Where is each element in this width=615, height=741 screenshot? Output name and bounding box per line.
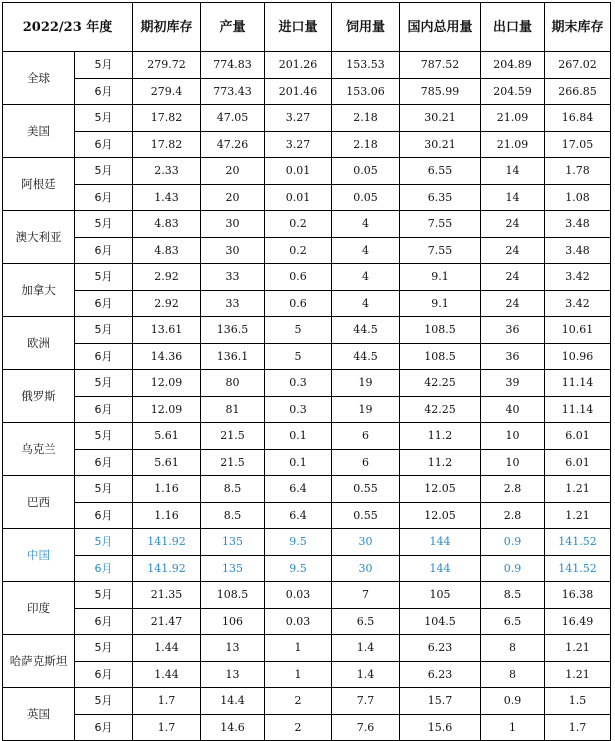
- data-table: [2, 2, 611, 741]
- value-cell-exports: 36: [481, 343, 545, 370]
- header-imports: 进口量: [265, 3, 332, 52]
- country-cell: 美国: [3, 105, 75, 158]
- country-cell: 阿根廷: [3, 158, 75, 211]
- value-cell-exports: 8: [481, 661, 545, 688]
- value-cell-feed-use: 19: [332, 396, 400, 423]
- month-cell: 5月: [75, 264, 133, 291]
- table-row: [3, 714, 611, 741]
- value-cell-exports: 24: [481, 264, 545, 291]
- header-production: 产量: [201, 3, 265, 52]
- table-row: [3, 211, 611, 238]
- value-cell-ending-stock: 1.21: [545, 635, 611, 662]
- value-cell-imports: 0.2: [265, 237, 332, 264]
- value-cell-ending-stock: 1.78: [545, 158, 611, 185]
- value-cell-domestic-use: 787.52: [400, 52, 481, 79]
- header-row: [3, 3, 611, 52]
- value-cell-exports: 21.09: [481, 105, 545, 132]
- value-cell-production: 81: [201, 396, 265, 423]
- value-cell-imports: 3.27: [265, 105, 332, 132]
- value-cell-opening-stock: 21.47: [133, 608, 201, 635]
- value-cell-imports: 201.26: [265, 52, 332, 79]
- value-cell-production: 773.43: [201, 78, 265, 105]
- value-cell-imports: 0.1: [265, 423, 332, 450]
- table-row: [3, 688, 611, 715]
- country-cell: 欧洲: [3, 317, 75, 370]
- value-cell-feed-use: 1.4: [332, 661, 400, 688]
- header-opening-stock: 期初库存: [133, 3, 201, 52]
- value-cell-ending-stock: 16.49: [545, 608, 611, 635]
- value-cell-domestic-use: 144: [400, 555, 481, 582]
- value-cell-feed-use: 0.05: [332, 158, 400, 185]
- value-cell-production: 14.6: [201, 714, 265, 741]
- table-row: [3, 582, 611, 609]
- country-cell: 中国: [3, 529, 75, 582]
- month-cell: 5月: [75, 105, 133, 132]
- header-feed-use: 饲用量: [332, 3, 400, 52]
- value-cell-opening-stock: 279.72: [133, 52, 201, 79]
- value-cell-exports: 24: [481, 290, 545, 317]
- value-cell-domestic-use: 11.2: [400, 449, 481, 476]
- month-cell: 5月: [75, 582, 133, 609]
- value-cell-ending-stock: 3.48: [545, 211, 611, 238]
- value-cell-opening-stock: 17.82: [133, 105, 201, 132]
- value-cell-feed-use: 2.18: [332, 131, 400, 158]
- value-cell-ending-stock: 1.21: [545, 502, 611, 529]
- value-cell-exports: 8.5: [481, 582, 545, 609]
- month-cell: 6月: [75, 555, 133, 582]
- value-cell-domestic-use: 108.5: [400, 343, 481, 370]
- value-cell-domestic-use: 12.05: [400, 476, 481, 503]
- table-row: [3, 635, 611, 662]
- value-cell-domestic-use: 7.55: [400, 211, 481, 238]
- value-cell-feed-use: 7: [332, 582, 400, 609]
- value-cell-domestic-use: 6.23: [400, 661, 481, 688]
- value-cell-domestic-use: 42.25: [400, 396, 481, 423]
- value-cell-imports: 9.5: [265, 529, 332, 556]
- month-cell: 5月: [75, 211, 133, 238]
- value-cell-exports: 204.89: [481, 52, 545, 79]
- value-cell-exports: 24: [481, 211, 545, 238]
- value-cell-feed-use: 44.5: [332, 317, 400, 344]
- value-cell-imports: 0.1: [265, 449, 332, 476]
- value-cell-production: 106: [201, 608, 265, 635]
- table-row: [3, 370, 611, 397]
- value-cell-feed-use: 4: [332, 211, 400, 238]
- value-cell-opening-stock: 279.4: [133, 78, 201, 105]
- value-cell-exports: 21.09: [481, 131, 545, 158]
- value-cell-opening-stock: 141.92: [133, 529, 201, 556]
- value-cell-production: 13: [201, 661, 265, 688]
- value-cell-feed-use: 6: [332, 449, 400, 476]
- value-cell-production: 47.05: [201, 105, 265, 132]
- value-cell-opening-stock: 1.43: [133, 184, 201, 211]
- value-cell-domestic-use: 15.7: [400, 688, 481, 715]
- value-cell-exports: 39: [481, 370, 545, 397]
- value-cell-domestic-use: 6.55: [400, 158, 481, 185]
- value-cell-exports: 0.9: [481, 555, 545, 582]
- value-cell-production: 21.5: [201, 449, 265, 476]
- value-cell-opening-stock: 1.44: [133, 635, 201, 662]
- month-cell: 6月: [75, 237, 133, 264]
- country-cell: 加拿大: [3, 264, 75, 317]
- value-cell-feed-use: 153.53: [332, 52, 400, 79]
- value-cell-feed-use: 30: [332, 555, 400, 582]
- value-cell-imports: 9.5: [265, 555, 332, 582]
- country-cell: 英国: [3, 688, 75, 741]
- month-cell: 6月: [75, 714, 133, 741]
- value-cell-production: 774.83: [201, 52, 265, 79]
- value-cell-feed-use: 6: [332, 423, 400, 450]
- month-cell: 5月: [75, 688, 133, 715]
- value-cell-domestic-use: 42.25: [400, 370, 481, 397]
- value-cell-imports: 1: [265, 635, 332, 662]
- value-cell-domestic-use: 15.6: [400, 714, 481, 741]
- value-cell-imports: 0.03: [265, 608, 332, 635]
- value-cell-ending-stock: 1.7: [545, 714, 611, 741]
- value-cell-opening-stock: 1.16: [133, 476, 201, 503]
- value-cell-opening-stock: 4.83: [133, 211, 201, 238]
- value-cell-imports: 0.2: [265, 211, 332, 238]
- value-cell-feed-use: 4: [332, 237, 400, 264]
- value-cell-imports: 2: [265, 714, 332, 741]
- value-cell-production: 33: [201, 264, 265, 291]
- value-cell-opening-stock: 1.44: [133, 661, 201, 688]
- value-cell-ending-stock: 3.42: [545, 264, 611, 291]
- value-cell-production: 30: [201, 211, 265, 238]
- value-cell-production: 8.5: [201, 502, 265, 529]
- value-cell-exports: 24: [481, 237, 545, 264]
- value-cell-exports: 10: [481, 449, 545, 476]
- value-cell-feed-use: 0.55: [332, 502, 400, 529]
- value-cell-ending-stock: 1.21: [545, 476, 611, 503]
- value-cell-ending-stock: 11.14: [545, 370, 611, 397]
- table-row: [3, 52, 611, 79]
- value-cell-domestic-use: 30.21: [400, 131, 481, 158]
- value-cell-production: 13: [201, 635, 265, 662]
- table-row: [3, 290, 611, 317]
- value-cell-exports: 0.9: [481, 529, 545, 556]
- value-cell-imports: 1: [265, 661, 332, 688]
- value-cell-imports: 201.46: [265, 78, 332, 105]
- value-cell-opening-stock: 5.61: [133, 423, 201, 450]
- value-cell-exports: 40: [481, 396, 545, 423]
- value-cell-exports: 1: [481, 714, 545, 741]
- value-cell-feed-use: 4: [332, 290, 400, 317]
- value-cell-imports: 0.01: [265, 158, 332, 185]
- table-row: [3, 317, 611, 344]
- value-cell-production: 20: [201, 184, 265, 211]
- value-cell-production: 136.1: [201, 343, 265, 370]
- month-cell: 5月: [75, 423, 133, 450]
- value-cell-imports: 0.01: [265, 184, 332, 211]
- value-cell-exports: 6.5: [481, 608, 545, 635]
- country-cell: 全球: [3, 52, 75, 105]
- table-row: [3, 396, 611, 423]
- value-cell-domestic-use: 11.2: [400, 423, 481, 450]
- value-cell-opening-stock: 1.7: [133, 688, 201, 715]
- value-cell-imports: 3.27: [265, 131, 332, 158]
- month-cell: 6月: [75, 608, 133, 635]
- month-cell: 6月: [75, 661, 133, 688]
- month-cell: 5月: [75, 476, 133, 503]
- value-cell-opening-stock: 2.92: [133, 290, 201, 317]
- value-cell-opening-stock: 4.83: [133, 237, 201, 264]
- value-cell-ending-stock: 141.52: [545, 529, 611, 556]
- value-cell-production: 8.5: [201, 476, 265, 503]
- month-cell: 6月: [75, 502, 133, 529]
- value-cell-ending-stock: 11.14: [545, 396, 611, 423]
- table-row: [3, 555, 611, 582]
- value-cell-production: 47.26: [201, 131, 265, 158]
- value-cell-feed-use: 0.55: [332, 476, 400, 503]
- value-cell-exports: 14: [481, 184, 545, 211]
- table-row: [3, 661, 611, 688]
- value-cell-domestic-use: 7.55: [400, 237, 481, 264]
- table-body: [3, 52, 611, 741]
- value-cell-opening-stock: 12.09: [133, 370, 201, 397]
- value-cell-feed-use: 1.4: [332, 635, 400, 662]
- value-cell-imports: 0.3: [265, 396, 332, 423]
- month-cell: 6月: [75, 396, 133, 423]
- value-cell-exports: 10: [481, 423, 545, 450]
- value-cell-domestic-use: 12.05: [400, 502, 481, 529]
- value-cell-domestic-use: 6.35: [400, 184, 481, 211]
- value-cell-ending-stock: 1.08: [545, 184, 611, 211]
- table-row: [3, 529, 611, 556]
- month-cell: 6月: [75, 449, 133, 476]
- value-cell-ending-stock: 10.61: [545, 317, 611, 344]
- value-cell-domestic-use: 9.1: [400, 264, 481, 291]
- value-cell-production: 136.5: [201, 317, 265, 344]
- value-cell-domestic-use: 144: [400, 529, 481, 556]
- value-cell-imports: 0.03: [265, 582, 332, 609]
- value-cell-feed-use: 4: [332, 264, 400, 291]
- value-cell-ending-stock: 266.85: [545, 78, 611, 105]
- value-cell-feed-use: 30: [332, 529, 400, 556]
- month-cell: 5月: [75, 529, 133, 556]
- value-cell-production: 21.5: [201, 423, 265, 450]
- value-cell-production: 33: [201, 290, 265, 317]
- value-cell-feed-use: 2.18: [332, 105, 400, 132]
- value-cell-domestic-use: 105: [400, 582, 481, 609]
- value-cell-opening-stock: 12.09: [133, 396, 201, 423]
- value-cell-domestic-use: 104.5: [400, 608, 481, 635]
- value-cell-domestic-use: 108.5: [400, 317, 481, 344]
- table-row: [3, 184, 611, 211]
- value-cell-exports: 36: [481, 317, 545, 344]
- value-cell-domestic-use: 785.99: [400, 78, 481, 105]
- month-cell: 5月: [75, 52, 133, 79]
- value-cell-ending-stock: 6.01: [545, 423, 611, 450]
- value-cell-domestic-use: 30.21: [400, 105, 481, 132]
- month-cell: 6月: [75, 78, 133, 105]
- value-cell-domestic-use: 6.23: [400, 635, 481, 662]
- header-exports: 出口量: [481, 3, 545, 52]
- value-cell-ending-stock: 6.01: [545, 449, 611, 476]
- value-cell-opening-stock: 17.82: [133, 131, 201, 158]
- month-cell: 5月: [75, 158, 133, 185]
- table-row: [3, 131, 611, 158]
- table-row: [3, 423, 611, 450]
- value-cell-feed-use: 0.05: [332, 184, 400, 211]
- value-cell-ending-stock: 3.42: [545, 290, 611, 317]
- value-cell-opening-stock: 14.36: [133, 343, 201, 370]
- value-cell-exports: 204.59: [481, 78, 545, 105]
- month-cell: 6月: [75, 343, 133, 370]
- value-cell-feed-use: 7.7: [332, 688, 400, 715]
- table-row: [3, 449, 611, 476]
- header-ending-stock: 期末库存: [545, 3, 611, 52]
- value-cell-production: 80: [201, 370, 265, 397]
- month-cell: 5月: [75, 317, 133, 344]
- table-row: [3, 237, 611, 264]
- table-row: [3, 343, 611, 370]
- value-cell-imports: 5: [265, 317, 332, 344]
- value-cell-ending-stock: 267.02: [545, 52, 611, 79]
- value-cell-production: 20: [201, 158, 265, 185]
- value-cell-ending-stock: 16.38: [545, 582, 611, 609]
- value-cell-ending-stock: 1.21: [545, 661, 611, 688]
- value-cell-imports: 2: [265, 688, 332, 715]
- value-cell-opening-stock: 2.92: [133, 264, 201, 291]
- value-cell-opening-stock: 5.61: [133, 449, 201, 476]
- value-cell-opening-stock: 2.33: [133, 158, 201, 185]
- table-row: [3, 264, 611, 291]
- value-cell-ending-stock: 10.96: [545, 343, 611, 370]
- value-cell-ending-stock: 16.84: [545, 105, 611, 132]
- value-cell-ending-stock: 17.05: [545, 131, 611, 158]
- value-cell-exports: 2.8: [481, 502, 545, 529]
- value-cell-opening-stock: 21.35: [133, 582, 201, 609]
- value-cell-imports: 6.4: [265, 502, 332, 529]
- value-cell-production: 108.5: [201, 582, 265, 609]
- value-cell-ending-stock: 1.5: [545, 688, 611, 715]
- value-cell-opening-stock: 1.7: [133, 714, 201, 741]
- country-cell: 印度: [3, 582, 75, 635]
- month-cell: 5月: [75, 635, 133, 662]
- value-cell-production: 30: [201, 237, 265, 264]
- country-cell: 澳大利亚: [3, 211, 75, 264]
- table-row: [3, 78, 611, 105]
- country-cell: 巴西: [3, 476, 75, 529]
- country-cell: 乌克兰: [3, 423, 75, 476]
- month-cell: 6月: [75, 131, 133, 158]
- value-cell-feed-use: 6.5: [332, 608, 400, 635]
- value-cell-opening-stock: 1.16: [133, 502, 201, 529]
- value-cell-imports: 5: [265, 343, 332, 370]
- value-cell-exports: 0.9: [481, 688, 545, 715]
- table-row: [3, 105, 611, 132]
- month-cell: 6月: [75, 184, 133, 211]
- country-cell: 俄罗斯: [3, 370, 75, 423]
- value-cell-imports: 0.3: [265, 370, 332, 397]
- value-cell-exports: 2.8: [481, 476, 545, 503]
- header-domestic-use: 国内总用量: [400, 3, 481, 52]
- table-row: [3, 158, 611, 185]
- value-cell-imports: 6.4: [265, 476, 332, 503]
- value-cell-feed-use: 19: [332, 370, 400, 397]
- value-cell-opening-stock: 13.61: [133, 317, 201, 344]
- value-cell-opening-stock: 141.92: [133, 555, 201, 582]
- value-cell-production: 135: [201, 555, 265, 582]
- value-cell-production: 135: [201, 529, 265, 556]
- value-cell-domestic-use: 9.1: [400, 290, 481, 317]
- country-cell: 哈萨克斯坦: [3, 635, 75, 688]
- value-cell-ending-stock: 141.52: [545, 555, 611, 582]
- value-cell-feed-use: 44.5: [332, 343, 400, 370]
- value-cell-exports: 8: [481, 635, 545, 662]
- corner-label: 2022/23 年度: [3, 3, 133, 52]
- month-cell: 5月: [75, 370, 133, 397]
- table-row: [3, 476, 611, 503]
- month-cell: 6月: [75, 290, 133, 317]
- value-cell-feed-use: 7.6: [332, 714, 400, 741]
- value-cell-imports: 0.6: [265, 264, 332, 291]
- table-row: [3, 502, 611, 529]
- value-cell-exports: 14: [481, 158, 545, 185]
- value-cell-imports: 0.6: [265, 290, 332, 317]
- table-row: [3, 608, 611, 635]
- value-cell-ending-stock: 3.48: [545, 237, 611, 264]
- value-cell-feed-use: 153.06: [332, 78, 400, 105]
- value-cell-production: 14.4: [201, 688, 265, 715]
